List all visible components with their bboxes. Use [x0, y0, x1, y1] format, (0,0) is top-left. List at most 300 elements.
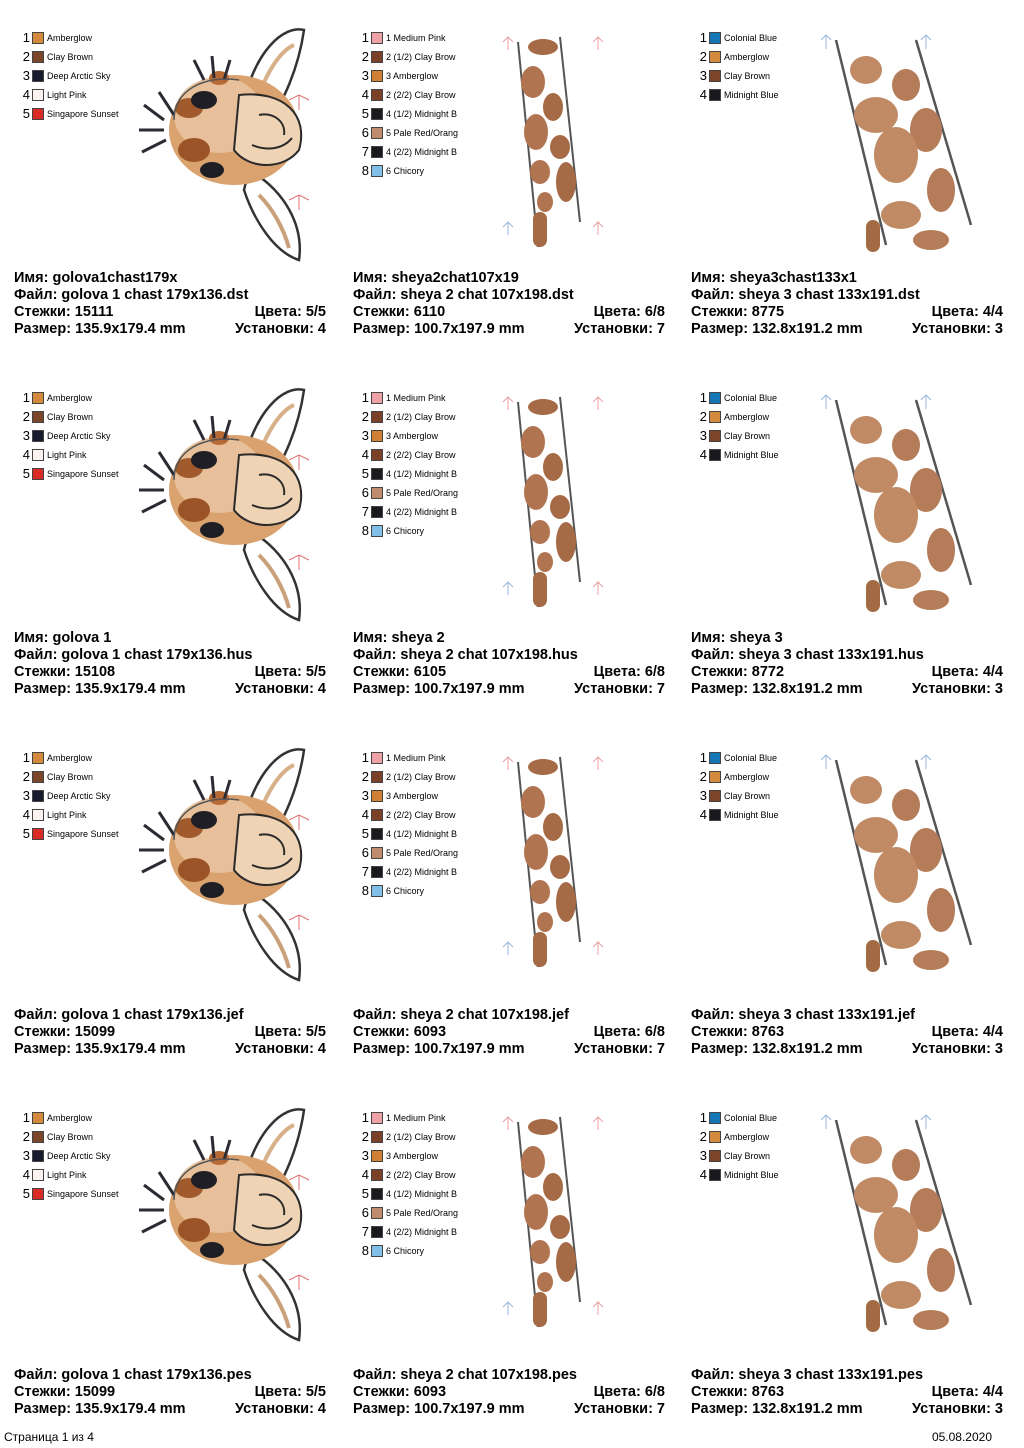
info-line [353, 664, 665, 681]
design-card [691, 20, 1021, 360]
thread-number: 1 [699, 30, 707, 45]
thread-color-swatch [371, 1131, 383, 1143]
thread-color-name: Clay Brown [47, 1131, 94, 1142]
thread-color-row [20, 104, 119, 123]
thread-color-name: 2 (2/2) Clay Brow [386, 809, 456, 820]
thread-number: 3 [361, 788, 369, 803]
embroidery-preview [821, 25, 981, 270]
thread-color-swatch [371, 790, 383, 802]
thread-color-row [359, 445, 458, 464]
info-value-right: Установки: 4 [235, 321, 326, 337]
giraffe-head-embroidery-preview [134, 1100, 334, 1350]
thread-color-swatch [32, 51, 44, 63]
thread-color-swatch [371, 809, 383, 821]
thread-number: 4 [361, 447, 369, 462]
thread-color-row [697, 1127, 779, 1146]
thread-color-swatch [371, 411, 383, 423]
info-line [353, 1007, 665, 1024]
thread-number: 8 [361, 1243, 369, 1258]
thread-color-name: Clay Brown [47, 51, 94, 62]
thread-color-name: 4 (1/2) Midnight B [386, 468, 458, 479]
thread-color-row [697, 748, 779, 767]
thread-color-row [359, 1165, 458, 1184]
info-value-right: Цвета: 5/5 [254, 304, 326, 320]
thread-color-swatch [709, 771, 721, 783]
thread-color-row [20, 47, 119, 66]
info-label: Размер: 135.9x179.4 mm [14, 1401, 186, 1417]
thread-number: 4 [22, 447, 30, 462]
info-label: Имя: sheya 3 [691, 630, 783, 646]
info-label: Файл: sheya 2 chat 107x198.dst [353, 287, 574, 303]
embroidery-preview [821, 745, 981, 990]
thread-color-row [697, 407, 779, 426]
thread-color-row [697, 66, 779, 85]
thread-number: 7 [361, 1224, 369, 1239]
info-line [691, 681, 1003, 698]
thread-color-name: Colonial Blue [724, 32, 778, 43]
info-value-right: Цвета: 5/5 [254, 1384, 326, 1400]
thread-color-swatch [32, 108, 44, 120]
thread-color-row [20, 1146, 119, 1165]
thread-color-swatch [371, 885, 383, 897]
giraffe-neck-part2-embroidery-preview [498, 742, 628, 982]
thread-color-row [359, 843, 458, 862]
design-card [691, 380, 1021, 720]
thread-number: 4 [22, 87, 30, 102]
thread-color-name: 4 (2/2) Midnight B [386, 1226, 458, 1237]
thread-color-row [359, 805, 458, 824]
design-info [14, 1367, 326, 1418]
info-value-right: Установки: 7 [574, 1401, 665, 1417]
info-line [691, 630, 1003, 647]
thread-color-legend [20, 28, 119, 123]
thread-color-row [359, 407, 458, 426]
design-card [353, 380, 683, 720]
thread-color-row [697, 388, 779, 407]
thread-color-swatch [709, 411, 721, 423]
thread-color-swatch [709, 51, 721, 63]
thread-number: 1 [361, 1110, 369, 1125]
info-value-right: Установки: 4 [235, 681, 326, 697]
thread-color-name: Clay Brown [724, 430, 771, 441]
thread-color-row [359, 521, 458, 540]
thread-color-row [697, 426, 779, 445]
design-info [353, 1007, 665, 1058]
thread-number: 7 [361, 504, 369, 519]
info-label: Размер: 100.7x197.9 mm [353, 1041, 525, 1057]
thread-number: 3 [699, 68, 707, 83]
giraffe-neck-part3-embroidery-preview [821, 25, 981, 265]
thread-number: 5 [361, 106, 369, 121]
thread-color-name: 1 Medium Pink [386, 1112, 446, 1123]
thread-number: 2 [361, 1129, 369, 1144]
thread-number: 1 [22, 750, 30, 765]
thread-number: 5 [22, 1186, 30, 1201]
thread-color-swatch [371, 487, 383, 499]
design-card [14, 740, 344, 1080]
info-value-right: Цвета: 5/5 [254, 664, 326, 680]
thread-color-name: 5 Pale Red/Orang [386, 1207, 459, 1218]
thread-color-swatch [32, 392, 44, 404]
info-line [353, 1024, 665, 1041]
info-label: Размер: 132.8x191.2 mm [691, 1041, 863, 1057]
design-card [14, 20, 344, 360]
thread-color-row [359, 388, 458, 407]
design-card [14, 380, 344, 720]
thread-color-name: Light Pink [47, 1169, 87, 1180]
thread-color-name: Clay Brown [724, 70, 771, 81]
info-line [691, 1401, 1003, 1418]
info-line [353, 1384, 665, 1401]
thread-color-row [20, 786, 119, 805]
info-label: Стежки: 6105 [353, 664, 447, 680]
thread-color-legend [697, 388, 779, 464]
thread-color-swatch [371, 1169, 383, 1181]
thread-color-swatch [709, 70, 721, 82]
thread-number: 1 [699, 390, 707, 405]
design-info [691, 1367, 1003, 1418]
thread-number: 2 [22, 49, 30, 64]
thread-color-name: 2 (1/2) Clay Brow [386, 51, 456, 62]
thread-color-name: 5 Pale Red/Orang [386, 847, 459, 858]
thread-number: 1 [22, 30, 30, 45]
thread-number: 2 [361, 769, 369, 784]
thread-number: 5 [22, 826, 30, 841]
info-label: Стежки: 8763 [691, 1024, 785, 1040]
thread-color-name: Light Pink [47, 809, 87, 820]
thread-number: 1 [699, 750, 707, 765]
thread-color-swatch [371, 468, 383, 480]
embroidery-preview [134, 740, 334, 995]
info-label: Файл: golova 1 chast 179x136.jef [14, 1007, 244, 1023]
thread-color-name: Midnight Blue [724, 89, 779, 100]
thread-color-name: 4 (1/2) Midnight B [386, 828, 458, 839]
info-line [14, 1401, 326, 1418]
info-value-right: Установки: 4 [235, 1401, 326, 1417]
thread-color-row [359, 1108, 458, 1127]
thread-color-row [20, 1184, 119, 1203]
thread-color-swatch [32, 430, 44, 442]
info-line [691, 1367, 1003, 1384]
info-value-right: Установки: 4 [235, 1041, 326, 1057]
info-value-right: Установки: 7 [574, 321, 665, 337]
thread-color-swatch [371, 449, 383, 461]
thread-color-row [359, 502, 458, 521]
info-value-right: Цвета: 5/5 [254, 1024, 326, 1040]
thread-color-name: 2 (2/2) Clay Brow [386, 89, 456, 100]
info-label: Размер: 135.9x179.4 mm [14, 1041, 186, 1057]
design-info [691, 270, 1003, 338]
info-line [691, 647, 1003, 664]
embroidery-preview [134, 380, 334, 635]
thread-color-name: 6 Chicory [386, 525, 425, 536]
thread-color-name: Amberglow [47, 32, 93, 43]
thread-number: 6 [361, 125, 369, 140]
info-label: Имя: sheya 2 [353, 630, 445, 646]
thread-number: 6 [361, 485, 369, 500]
thread-number: 4 [361, 807, 369, 822]
thread-number: 5 [361, 1186, 369, 1201]
thread-number: 2 [22, 1129, 30, 1144]
thread-color-name: Amberglow [47, 392, 93, 403]
thread-color-name: Singapore Sunset [47, 468, 119, 479]
thread-color-swatch [371, 1150, 383, 1162]
thread-color-swatch [709, 32, 721, 44]
embroidery-preview [498, 742, 628, 987]
thread-color-row [359, 104, 458, 123]
thread-color-swatch [32, 828, 44, 840]
info-line [691, 1384, 1003, 1401]
thread-color-row [359, 85, 458, 104]
info-line [14, 1041, 326, 1058]
thread-color-row [20, 407, 119, 426]
thread-color-swatch [32, 411, 44, 423]
thread-number: 8 [361, 883, 369, 898]
info-label: Имя: golova 1 [14, 630, 112, 646]
thread-color-swatch [371, 771, 383, 783]
embroidery-preview [821, 385, 981, 630]
thread-color-swatch [32, 809, 44, 821]
thread-color-row [359, 824, 458, 843]
thread-color-row [20, 805, 119, 824]
thread-color-row [20, 1165, 119, 1184]
thread-color-name: Amberglow [724, 1131, 770, 1142]
giraffe-head-embroidery-preview [134, 20, 334, 270]
info-label: Стежки: 6093 [353, 1024, 447, 1040]
info-label: Стежки: 6110 [353, 304, 446, 320]
embroidery-preview [498, 382, 628, 627]
thread-number: 8 [361, 523, 369, 538]
thread-color-row [359, 1127, 458, 1146]
thread-color-swatch [32, 32, 44, 44]
thread-number: 5 [361, 826, 369, 841]
thread-color-swatch [32, 1150, 44, 1162]
thread-number: 3 [699, 788, 707, 803]
thread-number: 2 [22, 409, 30, 424]
info-value-right: Установки: 3 [912, 1401, 1003, 1417]
embroidery-preview [821, 1105, 981, 1350]
thread-color-name: 3 Amberglow [386, 70, 439, 81]
thread-color-swatch [371, 752, 383, 764]
thread-color-name: Light Pink [47, 89, 87, 100]
thread-color-row [359, 1203, 458, 1222]
thread-number: 2 [699, 49, 707, 64]
thread-color-swatch [371, 1245, 383, 1257]
thread-color-row [359, 881, 458, 900]
thread-color-row [697, 1165, 779, 1184]
thread-color-swatch [32, 1188, 44, 1200]
print-date: 05.08.2020 [931, 1430, 992, 1444]
info-value-right: Цвета: 4/4 [931, 1384, 1003, 1400]
info-label: Имя: sheya3chast133x1 [691, 270, 857, 286]
info-line [353, 1041, 665, 1058]
info-value-right: Цвета: 4/4 [931, 304, 1003, 320]
thread-color-row [697, 445, 779, 464]
design-card [353, 1100, 683, 1440]
thread-color-name: Singapore Sunset [47, 828, 119, 839]
thread-color-swatch [32, 1169, 44, 1181]
thread-color-legend [697, 748, 779, 824]
thread-color-name: 1 Medium Pink [386, 752, 446, 763]
thread-color-row [697, 767, 779, 786]
info-label: Размер: 132.8x191.2 mm [691, 321, 863, 337]
thread-color-row [20, 464, 119, 483]
thread-color-legend [359, 28, 458, 180]
thread-color-row [697, 1146, 779, 1165]
info-label: Стежки: 15099 [14, 1024, 116, 1040]
giraffe-neck-part2-embroidery-preview [498, 22, 628, 262]
info-label: Файл: golova 1 chast 179x136.dst [14, 287, 249, 303]
thread-color-name: Midnight Blue [724, 1169, 779, 1180]
giraffe-neck-part3-embroidery-preview [821, 1105, 981, 1345]
thread-number: 3 [699, 1148, 707, 1163]
thread-color-row [359, 1184, 458, 1203]
thread-color-swatch [371, 70, 383, 82]
thread-color-name: 6 Chicory [386, 1245, 425, 1256]
design-info [353, 1367, 665, 1418]
thread-color-name: 4 (1/2) Midnight B [386, 1188, 458, 1199]
thread-color-name: 4 (2/2) Midnight B [386, 506, 458, 517]
thread-number: 2 [22, 769, 30, 784]
info-line [14, 630, 326, 647]
info-label: Имя: golova1chast179x [14, 270, 178, 286]
thread-number: 4 [699, 447, 707, 462]
thread-color-name: 5 Pale Red/Orang [386, 487, 459, 498]
info-label: Размер: 135.9x179.4 mm [14, 321, 186, 337]
thread-color-name: 1 Medium Pink [386, 32, 446, 43]
thread-color-row [20, 767, 119, 786]
thread-color-name: Light Pink [47, 449, 87, 460]
giraffe-neck-part2-embroidery-preview [498, 1102, 628, 1342]
info-label: Стежки: 15099 [14, 1384, 116, 1400]
thread-color-name: Midnight Blue [724, 809, 779, 820]
thread-color-swatch [709, 809, 721, 821]
info-line [353, 647, 665, 664]
embroidery-preview [498, 22, 628, 267]
thread-color-swatch [371, 525, 383, 537]
thread-color-swatch [371, 108, 383, 120]
thread-number: 4 [22, 807, 30, 822]
info-label: Файл: sheya 3 chast 133x191.dst [691, 287, 920, 303]
thread-color-swatch [709, 430, 721, 442]
info-value-right: Установки: 3 [912, 321, 1003, 337]
info-value-right: Цвета: 6/8 [593, 304, 665, 320]
thread-number: 3 [361, 428, 369, 443]
info-line [14, 304, 326, 321]
thread-color-name: 2 (1/2) Clay Brow [386, 411, 456, 422]
giraffe-neck-part2-embroidery-preview [498, 382, 628, 622]
thread-color-legend [359, 1108, 458, 1260]
thread-color-legend [697, 1108, 779, 1184]
info-label: Файл: sheya 3 chast 133x191.hus [691, 647, 924, 663]
thread-color-row [359, 28, 458, 47]
thread-color-swatch [32, 89, 44, 101]
info-line [14, 287, 326, 304]
thread-color-row [697, 786, 779, 805]
info-label: Файл: sheya 2 chat 107x198.jef [353, 1007, 569, 1023]
embroidery-preview [134, 1100, 334, 1355]
design-info [691, 1007, 1003, 1058]
thread-color-swatch [709, 449, 721, 461]
thread-color-row [359, 483, 458, 502]
info-label: Имя: sheya2chat107x19 [353, 270, 519, 286]
thread-number: 1 [361, 750, 369, 765]
thread-color-legend [20, 1108, 119, 1203]
thread-color-row [359, 1146, 458, 1165]
info-line [14, 647, 326, 664]
thread-color-name: Colonial Blue [724, 1112, 778, 1123]
info-line [691, 287, 1003, 304]
thread-color-swatch [371, 32, 383, 44]
info-label: Размер: 132.8x191.2 mm [691, 681, 863, 697]
info-label: Стежки: 8763 [691, 1384, 785, 1400]
thread-color-name: Clay Brown [47, 771, 94, 782]
thread-number: 4 [361, 87, 369, 102]
info-line [691, 270, 1003, 287]
info-label: Стежки: 15111 [14, 304, 114, 320]
thread-color-row [359, 66, 458, 85]
thread-number: 1 [699, 1110, 707, 1125]
info-line [14, 1007, 326, 1024]
thread-color-swatch [709, 392, 721, 404]
info-line [691, 664, 1003, 681]
info-label: Размер: 132.8x191.2 mm [691, 1401, 863, 1417]
thread-color-swatch [32, 1112, 44, 1124]
thread-color-name: Colonial Blue [724, 392, 778, 403]
thread-color-row [359, 1222, 458, 1241]
thread-number: 3 [699, 428, 707, 443]
thread-color-name: 6 Chicory [386, 885, 425, 896]
thread-color-name: Deep Arctic Sky [47, 1150, 111, 1161]
thread-number: 3 [22, 1148, 30, 1163]
thread-color-swatch [709, 89, 721, 101]
info-line [14, 1367, 326, 1384]
info-line [691, 1007, 1003, 1024]
info-label: Размер: 100.7x197.9 mm [353, 681, 525, 697]
design-card [691, 740, 1021, 1080]
thread-color-row [20, 388, 119, 407]
thread-number: 3 [22, 428, 30, 443]
info-label: Файл: sheya 2 chat 107x198.hus [353, 647, 578, 663]
thread-color-row [697, 28, 779, 47]
thread-color-legend [20, 388, 119, 483]
thread-color-swatch [371, 51, 383, 63]
thread-color-row [359, 1241, 458, 1260]
info-line [353, 321, 665, 338]
thread-number: 3 [361, 68, 369, 83]
thread-number: 7 [361, 864, 369, 879]
thread-color-row [359, 862, 458, 881]
thread-color-name: 1 Medium Pink [386, 392, 446, 403]
thread-color-name: 5 Pale Red/Orang [386, 127, 459, 138]
thread-color-swatch [709, 790, 721, 802]
thread-color-row [359, 464, 458, 483]
thread-color-row [359, 748, 458, 767]
thread-color-swatch [32, 468, 44, 480]
thread-color-swatch [371, 146, 383, 158]
info-label: Файл: sheya 3 chast 133x191.jef [691, 1007, 915, 1023]
design-info [14, 630, 326, 698]
giraffe-head-embroidery-preview [134, 740, 334, 990]
thread-color-row [359, 426, 458, 445]
thread-color-swatch [709, 1150, 721, 1162]
thread-color-name: Amberglow [47, 1112, 93, 1123]
thread-color-name: 3 Amberglow [386, 1150, 439, 1161]
thread-color-row [359, 47, 458, 66]
thread-color-row [20, 445, 119, 464]
thread-color-swatch [32, 1131, 44, 1143]
thread-color-name: Clay Brown [724, 790, 771, 801]
